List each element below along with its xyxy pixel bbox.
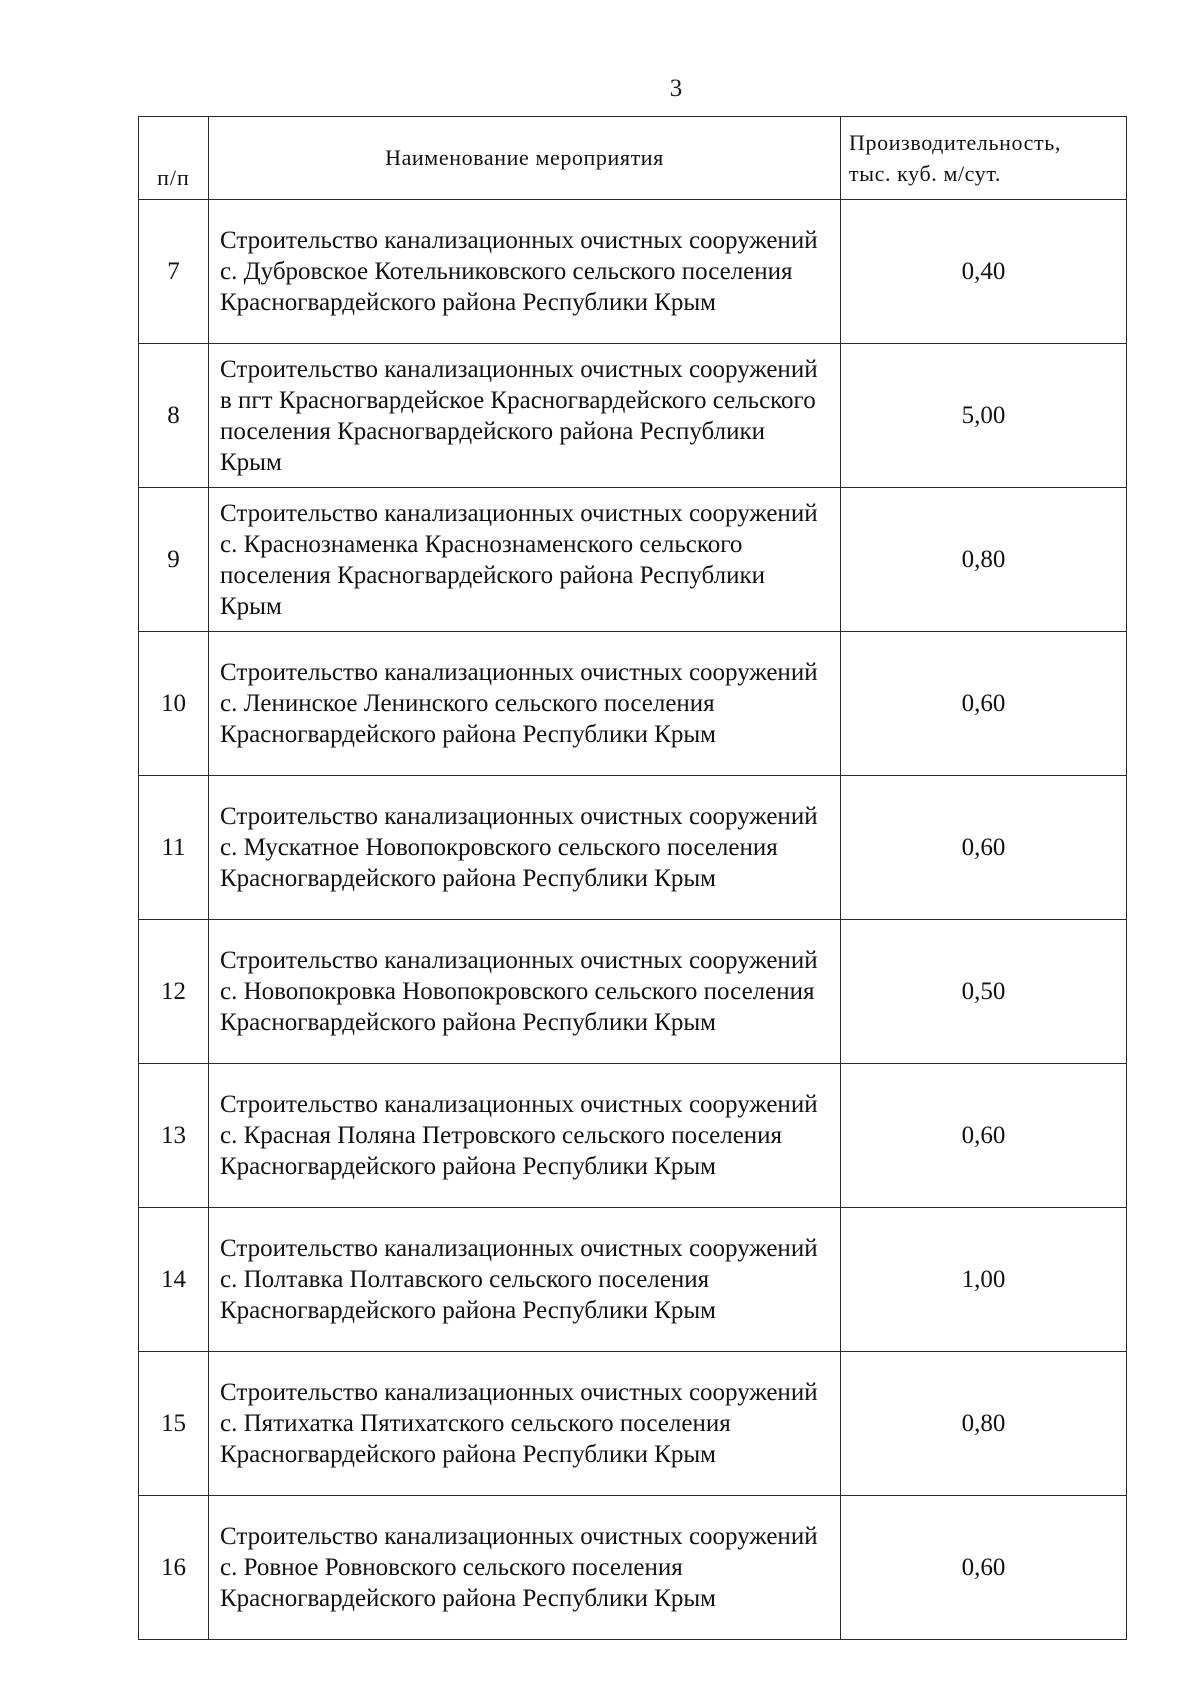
table-row — [139, 344, 1127, 488]
row-number: 16 — [139, 1496, 209, 1640]
row-name: Строительство канализационных очистных сооружений с. Ленинское Ленинского сельского поселения Красногвардейского района Республики Крым — [209, 632, 841, 776]
table-row — [139, 200, 1127, 344]
table-row — [139, 1496, 1127, 1640]
table-row — [139, 1352, 1127, 1496]
row-capacity: 0,40 — [841, 200, 1127, 344]
row-name: Строительство канализационных очистных сооружений с. Красная Поляна Петровского сельского поселения Красногвардейского района Республики Крым — [209, 1064, 841, 1208]
row-capacity: 0,80 — [841, 488, 1127, 632]
row-name: Строительство канализационных очистных сооружений с. Мускатное Новопокровского сельского поселения Красногвардейского района Республики Крым — [209, 776, 841, 920]
header-capacity — [841, 117, 1127, 200]
row-number: 9 — [139, 488, 209, 632]
row-number: 8 — [139, 344, 209, 488]
row-number: 13 — [139, 1064, 209, 1208]
row-number: 7 — [139, 200, 209, 344]
row-number: 15 — [139, 1352, 209, 1496]
row-name: Строительство канализационных очистных сооружений с. Полтавка Полтавского сельского поселения Красногвардейского района Республики Крым — [209, 1208, 841, 1352]
table-row — [139, 776, 1127, 920]
row-capacity: 0,60 — [841, 776, 1127, 920]
page-number: 3 — [669, 75, 683, 102]
row-capacity: 5,00 — [841, 344, 1127, 488]
table-row — [139, 1208, 1127, 1352]
row-capacity: 0,80 — [841, 1352, 1127, 1496]
row-capacity: 0,60 — [841, 1064, 1127, 1208]
table-row — [139, 920, 1127, 1064]
table-row — [139, 1064, 1127, 1208]
row-number: 10 — [139, 632, 209, 776]
table-header-row — [139, 117, 1127, 200]
row-name: Строительство канализационных очистных сооружений с. Краснознаменка Краснознаменского сельского поселения Красногвардейского района Республики Крым — [209, 488, 841, 632]
row-number: 11 — [139, 776, 209, 920]
row-name: Строительство канализационных очистных сооружений с. Пятихатка Пятихатского сельского поселения Красногвардейского района Республики Крым — [209, 1352, 841, 1496]
measures-table — [138, 116, 1127, 1640]
table-row — [139, 488, 1127, 632]
row-capacity: 0,60 — [841, 632, 1127, 776]
header-capacity-line2: тыс. куб. м/сут. — [849, 161, 1002, 186]
row-capacity: 0,50 — [841, 920, 1127, 1064]
row-name: Строительство канализационных очистных сооружений в пгт Красногвардейское Красногвардейского сельского поселения Красногвардейского района Республики Крым — [209, 344, 841, 488]
table-body — [139, 117, 1127, 1640]
header-capacity-line1: Производительность, — [849, 130, 1061, 155]
table-row — [139, 632, 1127, 776]
row-name: Строительство канализационных очистных сооружений с. Ровное Ровновского сельского поселения Красногвардейского района Республики Крым — [209, 1496, 841, 1640]
row-number: 12 — [139, 920, 209, 1064]
row-capacity: 0,60 — [841, 1496, 1127, 1640]
header-num: п/п — [139, 117, 209, 200]
row-capacity: 1,00 — [841, 1208, 1127, 1352]
row-name: Строительство канализационных очистных сооружений с. Дубровское Котельниковского сельского поселения Красногвардейского района Республики Крым — [209, 200, 841, 344]
row-name: Строительство канализационных очистных сооружений с. Новопокровка Новопокровского сельского поселения Красногвардейского района Республики Крым — [209, 920, 841, 1064]
row-number: 14 — [139, 1208, 209, 1352]
header-name: Наименование мероприятия — [209, 117, 841, 200]
